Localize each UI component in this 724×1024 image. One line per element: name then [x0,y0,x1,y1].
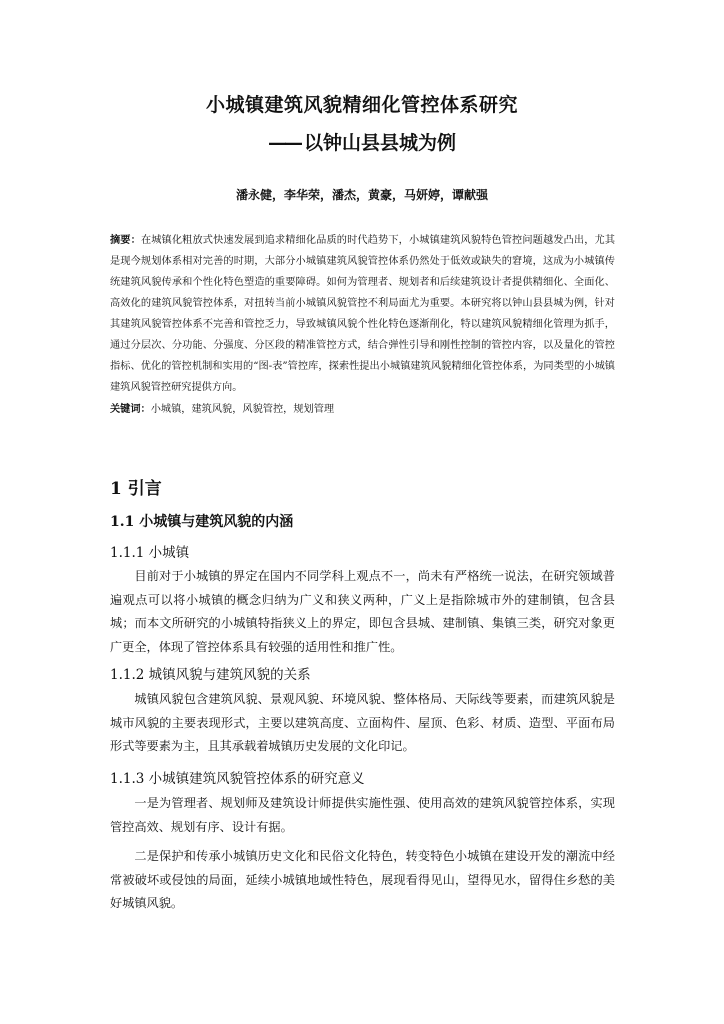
paragraph-1-1-1: 目前对于小城镇的界定在国内不同学科上观点不一，尚未有严格统一说法，在研究领域普遍观点可以将小城镇的概念归纳为广义和狭义两种，广义上是指除城市外的建制镇，包含县城；而本文所研究的小城镇特指狭义上的界定，即包含县城、建制镇、集镇三类，研究对象更广更全，体现了管控体系具有较强的适用性和推广性。 [110,569,615,654]
paragraph-1-1-2: 城镇风貌包含建筑风貌、景观风貌、环境风貌、整体格局、天际线等要素，而建筑风貌是城市风貌的主要表现形式，主要以建筑高度、立面构件、屋顶、色彩、材质、造型、平面布局形式等要素为主，且其承载着城镇历史发展的文化印记。 [110,692,615,753]
paragraph-1-1-3-b: 二是保护和传承小城镇历史文化和民俗文化特色，转变特色小城镇在建设开发的潮流中经常被破坏或侵蚀的局面，延续小城镇地域性特色，展现看得见山，望得见水，留得住乡愁的美好城镇风貌。 [110,849,615,910]
paper-title: 小城镇建筑风貌精细化管控体系研究 [205,94,518,116]
subsubsection-heading-1-1-2: 1.1.2 城镇风貌与建筑风貌的关系 [110,667,311,683]
abstract-text: 在城镇化粗放式快速发展到追求精细化品质的时代趋势下，小城镇建筑风貌特色管控问题越发凸出，尤其是现今规划体系相对完善的时期，大部分小城镇建筑风貌管控体系仍然处于低效或缺失的窘境，这成为小城镇传统建筑风貌传承和个性化特色塑造的重要障碍。如何为管理者、规划者和后续建筑设计者提供精细化、全面化、高效化的建筑风貌管控体系，对扭转当前小城镇风貌管控不利局面尤为重要。本研究将以钟山县县城为例，针对其建筑风貌管控体系不完善和管控乏力，导致城镇风貌个性化特色逐渐削化，特以建筑风貌精细化管理为抓手，通过分层次、分功能、分强度、分区段的精准管控方式，结合弹性引导和刚性控制的管控内容，以及量化的管控指标、优化的管控机制和实用的“图-表”管控库，探索性提出小城镇建筑风貌精细化管控体系，为同类型的小城镇建筑风貌管控研究提供方向。 [110,235,616,393]
paper-subtitle [0,128,724,155]
abstract [110,230,615,398]
subtitle-text: 以钟山县县城为例 [303,132,456,154]
subtitle-dash: —— [267,132,300,154]
paragraph-1-1-3-a: 一是为管理者、规划师及建筑设计师提供实施性强、使用高效的建筑风貌管控体系，实现管控高效、规划有序、设计有据。 [110,796,615,834]
author-list: 潘永健，李华荣，潘杰，黄豪，马妍婷，谭献强 [235,188,488,202]
section-heading-introduction: 1 引言 [110,479,162,499]
keywords-label: 关键词： [110,403,151,415]
keywords-text: 小城镇，建筑风貌，风貌管控，规划管理 [150,404,335,415]
abstract-label: 摘要： [110,234,141,246]
keywords [110,399,615,420]
subsection-heading-1-1: 1.1 小城镇与建筑风貌的内涵 [110,514,294,530]
subsubsection-heading-1-1-1: 1.1.1 小城镇 [110,545,190,561]
subsubsection-heading-1-1-3: 1.1.3 小城镇建筑风貌管控体系的研究意义 [110,771,365,787]
